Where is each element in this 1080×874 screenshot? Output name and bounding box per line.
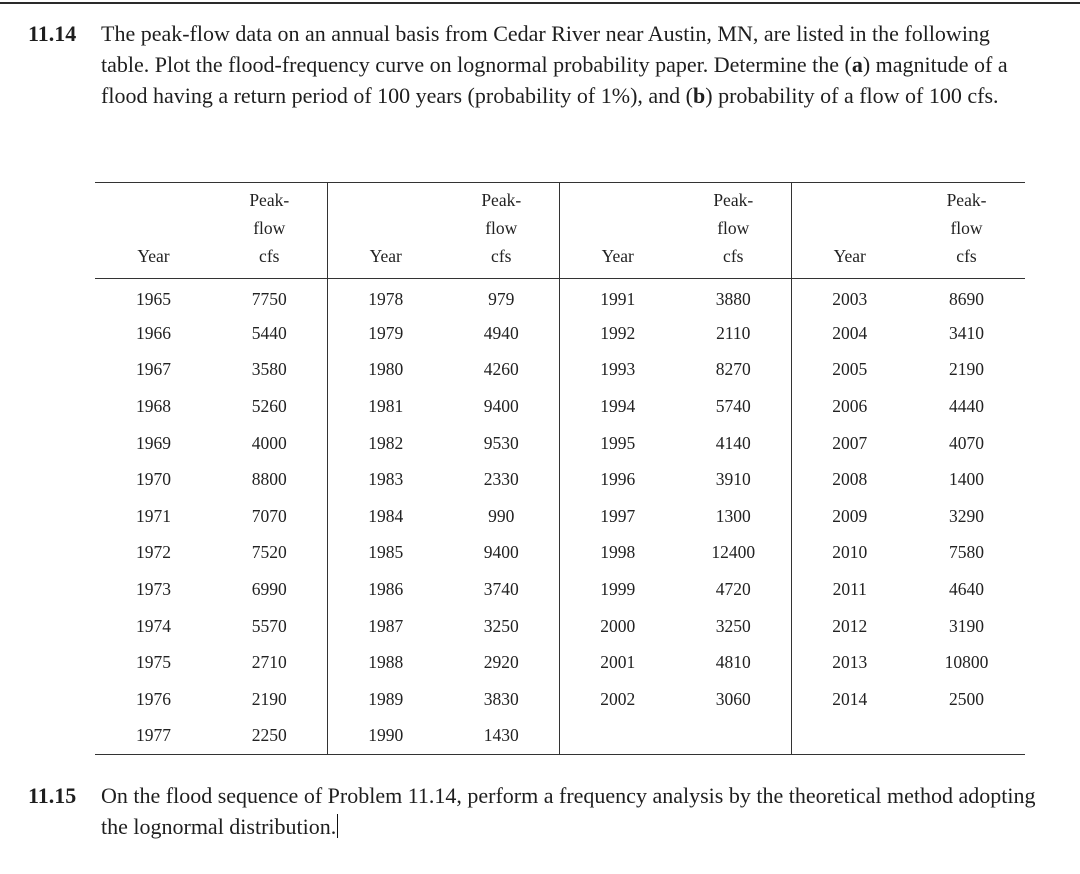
top-rule xyxy=(0,2,1080,4)
peak-flow-cell: 1400 xyxy=(949,469,984,490)
peak-flow-cell: 10800 xyxy=(944,652,989,673)
year-cell: 2005 xyxy=(832,359,868,380)
year-cell: 1975 xyxy=(136,652,171,673)
year-cell: 2012 xyxy=(832,615,868,636)
peak-flow-cell: 3190 xyxy=(949,615,984,636)
peak-flow-cell: 3910 xyxy=(676,461,791,498)
year-header: Year xyxy=(559,183,676,279)
table-row xyxy=(95,608,1025,645)
year-cell: 1983 xyxy=(368,469,404,490)
year-cell: 1982 xyxy=(368,432,404,453)
year-header: Year xyxy=(791,183,908,279)
peak-flow-cell: 6990 xyxy=(212,571,327,608)
peak-flow-cell: 990 xyxy=(444,498,559,535)
peak-flow-cell: 2920 xyxy=(444,644,559,681)
year-cell: 1984 xyxy=(368,505,404,526)
header-line: cfs xyxy=(491,246,512,266)
year-cell: 1998 xyxy=(600,542,636,563)
year-cell xyxy=(559,718,676,755)
peak-flow-cell: 5440 xyxy=(212,315,327,352)
year-cell: 2001 xyxy=(600,652,636,673)
peak-flow-cell: 3740 xyxy=(444,571,559,608)
peak-flow-header xyxy=(212,183,327,279)
year-cell: 1972 xyxy=(136,542,171,563)
year-cell: 1968 xyxy=(136,396,171,417)
peak-flow-cell: 2190 xyxy=(949,359,984,380)
peak-flow-cell: 3250 xyxy=(444,608,559,645)
peak-flow-cell: 4260 xyxy=(444,352,559,389)
peak-flow-cell xyxy=(676,718,791,755)
peak-flow-cell: 4070 xyxy=(949,432,984,453)
year-cell: 1981 xyxy=(368,396,404,417)
year-header: Year xyxy=(95,183,212,279)
peak-flow-header xyxy=(676,183,791,279)
year-cell: 1997 xyxy=(600,505,636,526)
year-cell: 2014 xyxy=(832,688,868,709)
year-cell: 1992 xyxy=(600,322,636,343)
peak-flow-cell: 5740 xyxy=(676,388,791,425)
header-line: cfs xyxy=(956,246,977,266)
part-label: a xyxy=(851,52,863,77)
header-line: Peak- xyxy=(946,190,987,210)
peak-flow-cell: 8270 xyxy=(676,352,791,389)
text-cursor xyxy=(337,814,338,838)
table-row xyxy=(95,352,1025,389)
year-cell: 1979 xyxy=(368,322,404,343)
peak-flow-cell: 2330 xyxy=(444,461,559,498)
header-line: cfs xyxy=(259,246,280,266)
header-line: Peak- xyxy=(249,190,290,210)
year-cell: 1986 xyxy=(368,579,404,600)
peak-flow-cell: 1430 xyxy=(444,718,559,755)
year-cell: 1993 xyxy=(600,359,636,380)
year-cell: 1969 xyxy=(136,432,171,453)
header-line: flow xyxy=(253,218,286,238)
year-cell: 1989 xyxy=(368,688,404,709)
year-cell: 1977 xyxy=(136,725,171,746)
peak-flow-cell xyxy=(908,718,1025,755)
year-cell: 1967 xyxy=(136,359,171,380)
peak-flow-cell: 2500 xyxy=(949,688,984,709)
header-line: Peak- xyxy=(481,190,522,210)
header-line: flow xyxy=(485,218,518,238)
year-cell: 1995 xyxy=(600,432,636,453)
peak-flow-cell: 8690 xyxy=(949,288,984,309)
peak-flow-cell: 7070 xyxy=(212,498,327,535)
peak-flow-cell: 4000 xyxy=(212,425,327,462)
table-row xyxy=(95,425,1025,462)
peak-flow-cell: 1300 xyxy=(676,498,791,535)
table-row xyxy=(95,681,1025,718)
year-cell: 1999 xyxy=(600,579,636,600)
header-line: flow xyxy=(950,218,983,238)
year-cell: 1976 xyxy=(136,688,171,709)
year-cell: 2003 xyxy=(832,288,868,309)
peak-flow-cell: 3880 xyxy=(676,279,791,316)
table-row xyxy=(95,315,1025,352)
year-cell: 2008 xyxy=(832,469,868,490)
year-cell: 1973 xyxy=(136,579,171,600)
table-header-row xyxy=(95,183,1025,279)
problem-number: 11.14 xyxy=(28,21,77,46)
problem-11-14 xyxy=(28,18,1038,111)
year-cell: 1974 xyxy=(136,615,171,636)
year-cell: 2006 xyxy=(832,396,868,417)
year-cell: 1994 xyxy=(600,396,636,417)
peak-flow-header xyxy=(908,183,1025,279)
year-cell: 1970 xyxy=(136,469,171,490)
header-line: flow xyxy=(717,218,750,238)
header-line: cfs xyxy=(723,246,744,266)
table-row xyxy=(95,571,1025,608)
peak-flow-cell: 2710 xyxy=(212,644,327,681)
peak-flow-cell: 7580 xyxy=(949,542,984,563)
year-cell: 1988 xyxy=(368,652,404,673)
year-cell: 1991 xyxy=(600,288,636,309)
peak-flow-cell: 2190 xyxy=(212,681,327,718)
peak-flow-cell: 3060 xyxy=(676,681,791,718)
year-cell: 2009 xyxy=(832,505,868,526)
table-row xyxy=(95,279,1025,316)
peak-flow-cell: 4720 xyxy=(676,571,791,608)
year-cell: 1985 xyxy=(368,542,404,563)
year-cell: 2007 xyxy=(832,432,868,453)
peak-flow-cell: 7750 xyxy=(212,279,327,316)
table-body xyxy=(95,279,1025,755)
year-cell: 1966 xyxy=(136,322,171,343)
peak-flow-cell: 4940 xyxy=(444,315,559,352)
peak-flow-cell: 3290 xyxy=(949,505,984,526)
year-cell: 2004 xyxy=(832,322,868,343)
table-row xyxy=(95,461,1025,498)
peak-flow-cell: 2250 xyxy=(212,718,327,755)
year-cell xyxy=(791,718,908,755)
peak-flow-table xyxy=(95,182,1025,755)
table-row xyxy=(95,388,1025,425)
problem-number: 11.15 xyxy=(28,783,77,808)
peak-flow-cell: 5570 xyxy=(212,608,327,645)
year-cell: 1980 xyxy=(368,359,404,380)
year-cell: 2011 xyxy=(832,579,867,600)
peak-flow-cell: 9400 xyxy=(444,388,559,425)
peak-flow-cell: 12400 xyxy=(676,535,791,572)
year-cell: 1987 xyxy=(368,615,404,636)
part-label: b xyxy=(693,83,706,108)
year-cell: 1978 xyxy=(368,288,404,309)
year-cell: 1996 xyxy=(600,469,636,490)
table-row xyxy=(95,644,1025,681)
problem-text-content: On the flood sequence of Problem 11.14, perform a frequency analysis by the theoretical method adopting the lognormal distribution. xyxy=(101,783,1036,839)
problem-text xyxy=(101,780,1038,842)
year-cell: 2010 xyxy=(832,542,868,563)
year-cell: 2013 xyxy=(832,652,868,673)
problem-text: The peak-flow data on an annual basis from Cedar River near Austin, MN, are listed in the following table. Plot the flood-frequency curve on lognormal probability paper. Determine the (a) magnitude of a flood having a return period of 100 years (probability of 1%), and (b) probability of a flow of 100 cfs. xyxy=(101,21,1008,108)
table-row xyxy=(95,498,1025,535)
table-row xyxy=(95,718,1025,755)
peak-flow-cell: 979 xyxy=(444,279,559,316)
year-cell: 2002 xyxy=(600,688,636,709)
peak-flow-header xyxy=(444,183,559,279)
peak-flow-cell: 9530 xyxy=(444,425,559,462)
peak-flow-cell: 5260 xyxy=(212,388,327,425)
year-cell: 1965 xyxy=(136,288,171,309)
peak-flow-cell: 3830 xyxy=(444,681,559,718)
peak-flow-cell: 8800 xyxy=(212,461,327,498)
year-header: Year xyxy=(327,183,444,279)
peak-flow-cell: 3410 xyxy=(949,322,984,343)
peak-flow-cell: 9400 xyxy=(444,535,559,572)
peak-flow-cell: 2110 xyxy=(676,315,791,352)
peak-flow-cell: 4140 xyxy=(676,425,791,462)
peak-flow-cell: 4440 xyxy=(949,396,984,417)
problem-11-15 xyxy=(28,780,1038,842)
year-cell: 2000 xyxy=(600,615,636,636)
year-cell: 1990 xyxy=(368,725,404,746)
peak-flow-cell: 4810 xyxy=(676,644,791,681)
table-row xyxy=(95,535,1025,572)
header-line: Peak- xyxy=(713,190,754,210)
peak-flow-cell: 3250 xyxy=(676,608,791,645)
peak-flow-cell: 3580 xyxy=(212,352,327,389)
peak-flow-cell: 4640 xyxy=(949,579,984,600)
year-cell: 1971 xyxy=(136,505,171,526)
peak-flow-cell: 7520 xyxy=(212,535,327,572)
